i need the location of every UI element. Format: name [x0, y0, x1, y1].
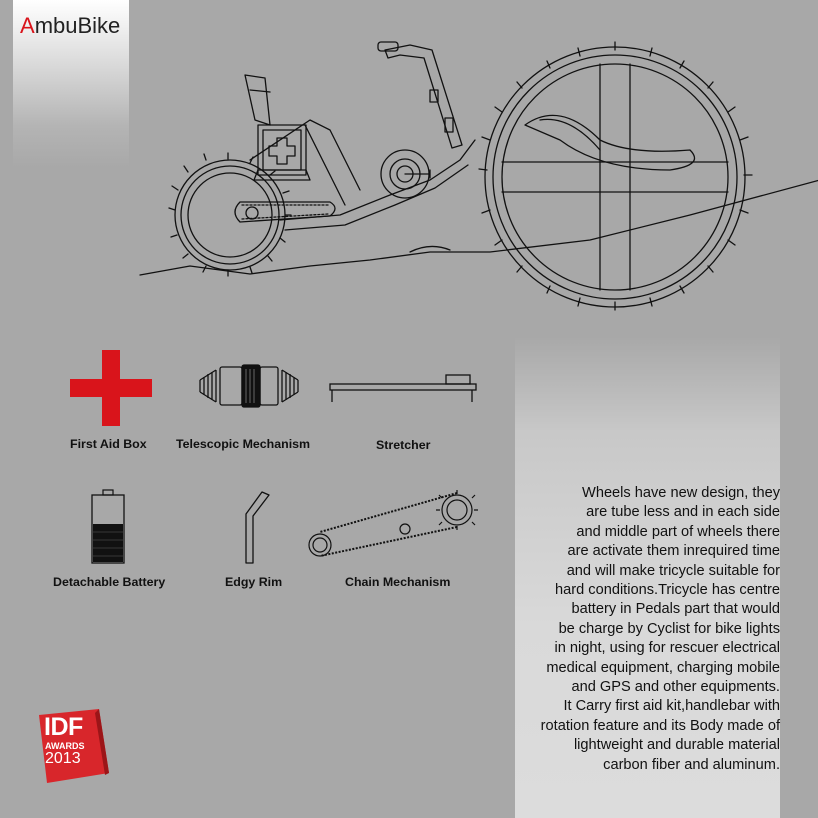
- seat-back: [245, 75, 270, 125]
- title-accent: A: [20, 13, 35, 38]
- pedal-hub: [381, 150, 430, 198]
- description-line: are activate them inrequired time: [567, 543, 780, 560]
- rim-icon: [240, 490, 272, 566]
- tricycle-illustration: [130, 30, 818, 320]
- description-line: and will make tricycle suitable for: [566, 562, 780, 579]
- battery-icon: [90, 489, 126, 565]
- app-title: [20, 13, 120, 39]
- logo-line1: IDF: [44, 713, 83, 741]
- logo-line2: AWARDS: [45, 741, 85, 751]
- description-line: medical equipment, charging mobile: [546, 659, 780, 676]
- feature-label-rim: Edgy Rim: [225, 575, 283, 589]
- red-cross-icon: [70, 350, 152, 426]
- rear-wheel: [169, 153, 291, 276]
- description-text: [514, 484, 780, 775]
- aid-box: [254, 125, 310, 180]
- description-line: and middle part of wheels there: [576, 523, 780, 540]
- logo-line3: 2013: [45, 750, 81, 767]
- stretcher-icon: [328, 372, 478, 404]
- feature-label-telescopic: Telescopic Mechanism: [176, 437, 311, 451]
- ground-bump: [410, 246, 450, 252]
- description-line: battery in Pedals part that would: [571, 601, 780, 618]
- handlebar: [378, 42, 462, 148]
- description-line: and GPS and other equipments.: [571, 679, 780, 696]
- feature-label-battery: Detachable Battery: [53, 575, 166, 589]
- description-line: are tube less and in each side: [586, 504, 780, 521]
- description-line: carbon fiber and aluminum.: [603, 756, 780, 773]
- chain-icon: [302, 490, 478, 560]
- description-line: lightweight and durable material: [573, 737, 780, 754]
- description-line: hard conditions.Tricycle has centre: [555, 582, 780, 599]
- description-line: in night, using for rescuer electrical: [554, 640, 780, 657]
- title-rest: mbuBike: [34, 13, 121, 38]
- description-line: rotation feature and its Body made of: [540, 717, 780, 734]
- description-line: Wheels have new design, they: [582, 485, 780, 501]
- description-line: be charge by Cyclist for bike lights: [558, 620, 780, 637]
- front-wheel: [479, 42, 752, 310]
- feature-label-chain: Chain Mechanism: [345, 575, 451, 589]
- telescopic-icon: [198, 364, 302, 408]
- feature-label-first-aid-box: First Aid Box: [70, 437, 147, 451]
- description-line: It Carry first aid kit,handlebar with: [563, 698, 780, 715]
- feature-label-stretcher: Stretcher: [376, 438, 431, 452]
